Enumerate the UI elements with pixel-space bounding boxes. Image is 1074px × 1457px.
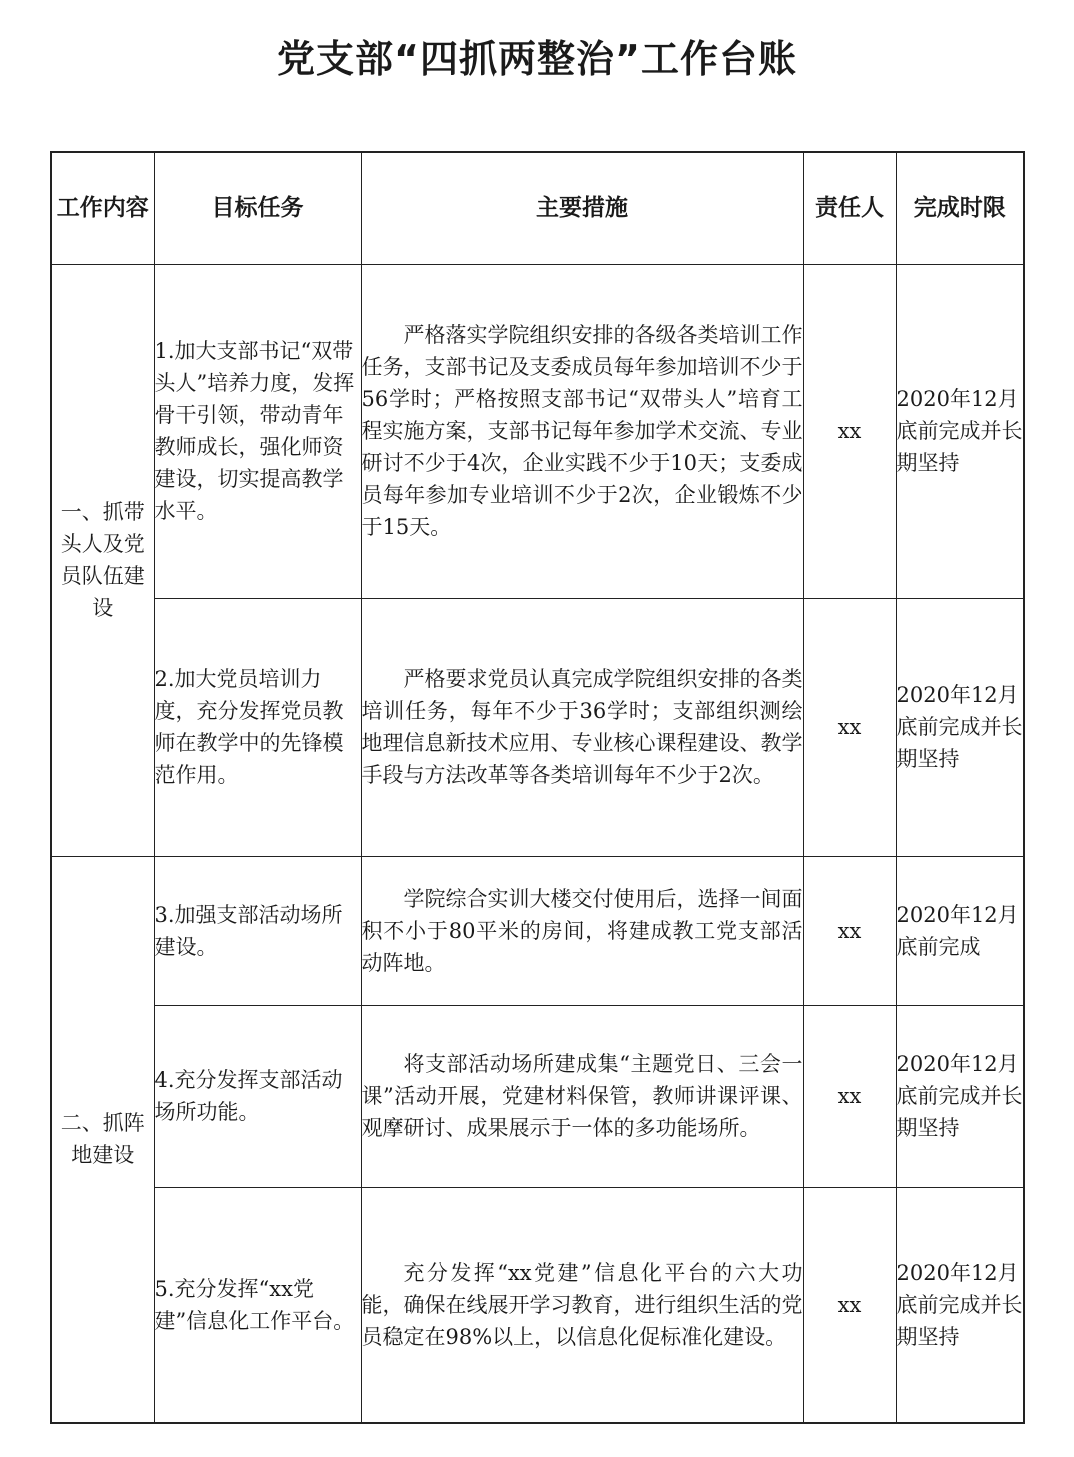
responsible-cell: xx xyxy=(803,1187,896,1423)
table-row xyxy=(51,856,1024,1005)
measure-cell xyxy=(361,264,803,598)
measure-cell xyxy=(361,1005,803,1187)
header-deadline: 完成时限 xyxy=(896,152,1024,264)
responsible-cell: xx xyxy=(803,856,896,1005)
header-measures: 主要措施 xyxy=(361,152,803,264)
measure-cell xyxy=(361,1187,803,1423)
category-cell: 二、抓阵地建设 xyxy=(51,856,154,1423)
header-content: 工作内容 xyxy=(51,152,154,264)
measure-cell xyxy=(361,856,803,1005)
measure-text: 充分发挥“xx党建”信息化平台的六大功能，确保在线展开学习教育，进行组织生活的党员稳定在98%以上，以信息化促标准化建设。 xyxy=(361,1260,803,1349)
target-cell: 3.加强支部活动场所建设。 xyxy=(154,856,361,1005)
target-cell: 5.充分发挥“xx党建”信息化工作平台。 xyxy=(154,1187,361,1423)
measure-text: 将支部活动场所建成集“主题党日、三会一课”活动开展，党建材料保管，教师讲课评课、观摩研讨、成果展示于一体的多功能场所。 xyxy=(361,1052,803,1140)
deadline-cell: 2020年12月底前完成并长期坚持 xyxy=(896,1005,1024,1187)
table-row xyxy=(51,1187,1024,1423)
table-row xyxy=(51,1005,1024,1187)
deadline-cell: 2020年12月底前完成并长期坚持 xyxy=(896,598,1024,856)
responsible-cell: xx xyxy=(803,1005,896,1187)
responsible-cell: xx xyxy=(803,598,896,856)
deadline-cell: 2020年12月底前完成并长期坚持 xyxy=(896,264,1024,598)
target-cell: 1.加大支部书记“双带头人”培养力度，发挥骨干引领，带动青年教师成长，强化师资建设，切实提高教学水平。 xyxy=(154,264,361,598)
header-row xyxy=(51,152,1024,264)
measure-text: 严格要求党员认真完成学院组织安排的各类培训任务，每年不少于36学时；支部组织测绘地理信息新技术应用、专业核心课程建设、教学手段与方法改革等各类培训每年不少于2次。 xyxy=(361,667,803,787)
measure-cell xyxy=(361,598,803,856)
deadline-cell: 2020年12月底前完成并长期坚持 xyxy=(896,1187,1024,1423)
header-responsible: 责任人 xyxy=(803,152,896,264)
category-cell: 一、抓带头人及党员队伍建设 xyxy=(51,264,154,856)
deadline-cell: 2020年12月底前完成 xyxy=(896,856,1024,1005)
measure-text: 学院综合实训大楼交付使用后，选择一间面积不小于80平米的房间，将建成教工党支部活动阵地。 xyxy=(361,886,803,975)
header-target: 目标任务 xyxy=(154,152,361,264)
table-row xyxy=(51,264,1024,598)
work-ledger-table xyxy=(50,151,1025,1424)
page-title: 党支部“四抓两整治”工作台账 xyxy=(277,37,797,81)
target-cell: 2.加大党员培训力度，充分发挥党员教师在教学中的先锋模范作用。 xyxy=(154,598,361,856)
table-row xyxy=(51,598,1024,856)
measure-text: 严格落实学院组织安排的各级各类培训工作任务，支部书记及支委成员每年参加培训不少于56学时；严格按照支部书记“双带头人”培育工程实施方案，支部书记每年参加学术交流、专业研讨不少于4次，企业实践不少于10天；支委成员每年参加专业培训不少于2次，企业锻炼不少于15天。 xyxy=(361,323,803,539)
target-cell: 4.充分发挥支部活动场所功能。 xyxy=(154,1005,361,1187)
responsible-cell: xx xyxy=(803,264,896,598)
